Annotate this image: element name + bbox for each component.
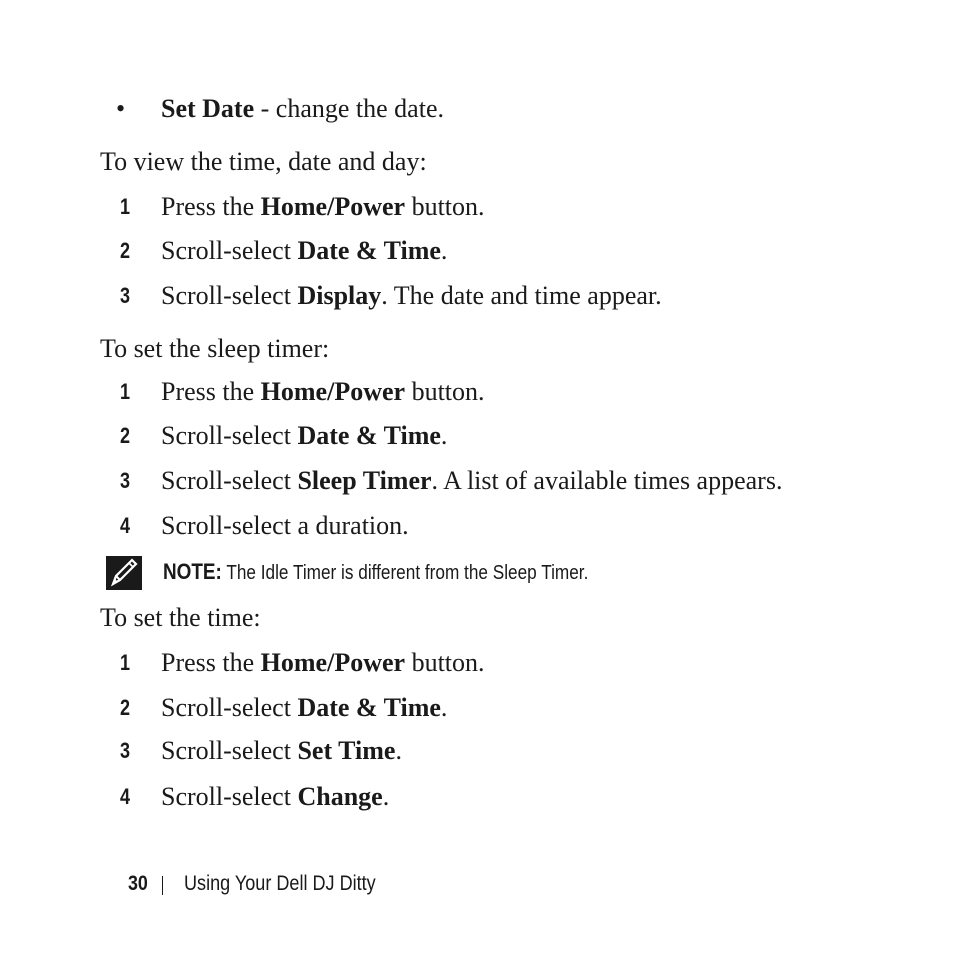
step-text: Scroll-select Date & Time. — [161, 421, 448, 450]
step-text: Press the Home/Power button. — [161, 648, 485, 677]
step-number: 3 — [120, 738, 131, 763]
step-text: Scroll-select Display. The date and time appear. — [161, 281, 662, 310]
footer-divider — [162, 876, 163, 895]
heading-view-time: To view the time, date and day: — [100, 147, 427, 176]
note-text: NOTE: The Idle Timer is different from the Sleep Timer. — [163, 559, 589, 584]
step-text: Scroll-select Sleep Timer. A list of available times appears. — [161, 466, 783, 495]
step-text: Scroll-select Date & Time. — [161, 236, 448, 265]
step-number: 4 — [120, 513, 131, 538]
step-text: Press the Home/Power button. — [161, 377, 485, 406]
step-number: 2 — [120, 695, 131, 720]
page-number: 30 — [128, 872, 148, 895]
step-number: 2 — [120, 423, 131, 448]
bullet-term: Set Date — [161, 94, 255, 123]
step-number: 3 — [120, 468, 131, 493]
note-label: NOTE: — [163, 559, 222, 584]
step-number: 3 — [120, 283, 131, 308]
step-number: 1 — [120, 650, 131, 675]
footer-title: Using Your Dell DJ Ditty — [184, 872, 376, 895]
note-term-idle: Idle Timer — [260, 562, 337, 584]
heading-sleep-timer: To set the sleep timer: — [100, 334, 330, 363]
step-number: 1 — [120, 379, 131, 404]
step-number: 4 — [120, 784, 131, 809]
heading-set-time: To set the time: — [100, 603, 261, 632]
step-text: Press the Home/Power button. — [161, 192, 485, 221]
step-text: Scroll-select Date & Time. — [161, 693, 448, 722]
bullet-rest: - change the date. — [254, 94, 444, 123]
pencil-note-icon — [106, 556, 142, 590]
step-number: 2 — [120, 238, 131, 263]
step-number: 1 — [120, 194, 131, 219]
bullet-glyph: • — [116, 94, 126, 123]
step-text: Scroll-select Change. — [161, 782, 390, 811]
step-text: Scroll-select a duration. — [161, 511, 409, 540]
note-term-sleep: Sleep Timer — [492, 562, 584, 584]
step-text: Scroll-select Set Time. — [161, 736, 402, 765]
bullet-text — [161, 94, 444, 124]
